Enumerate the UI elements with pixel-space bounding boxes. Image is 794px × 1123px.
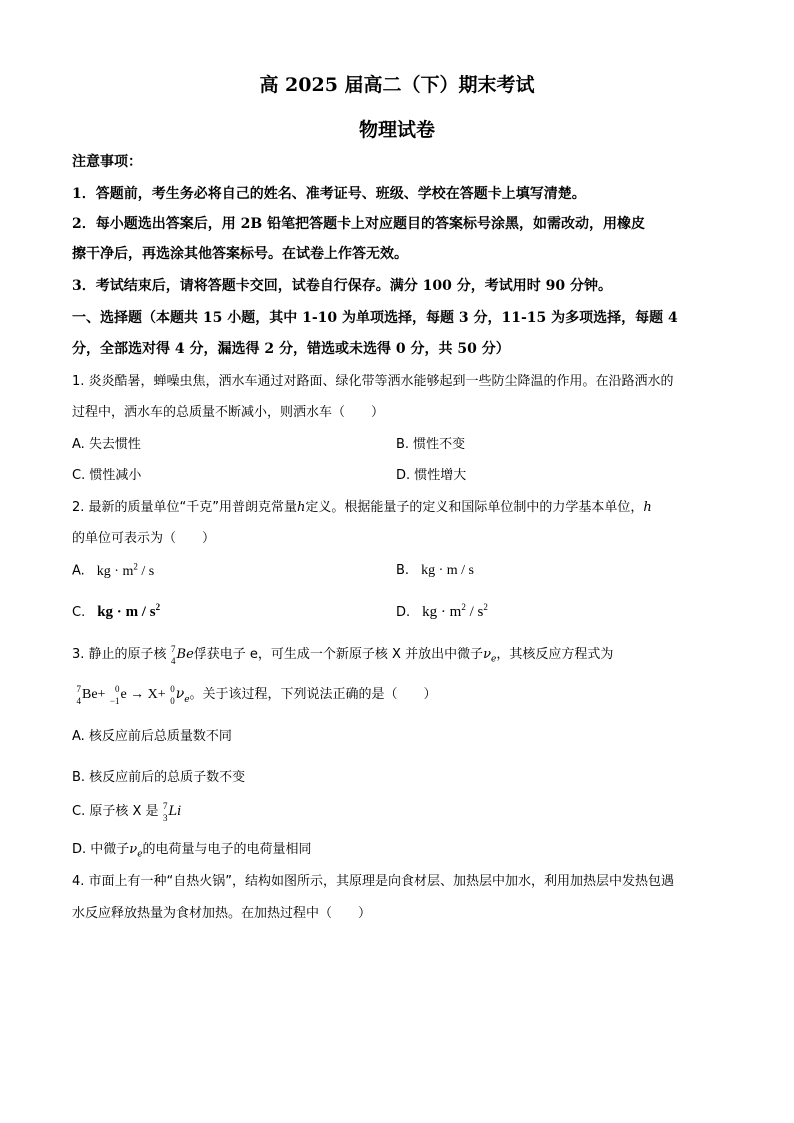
q3-neutrino: ν	[483, 647, 492, 662]
q3-eq-be-mass: 7	[76, 683, 81, 694]
q3-eq-nu-mass: 0	[170, 683, 175, 694]
q3-eq-e: e	[120, 687, 127, 702]
q3-eq-e-charge: −1	[109, 695, 120, 706]
q3-equation-line	[72, 683, 437, 706]
q3-d-pre: D. 中微子	[72, 842, 130, 857]
q2-option-b	[396, 561, 474, 579]
q2-d-exp: 2	[461, 602, 466, 612]
q2-option-c-unit	[97, 604, 160, 620]
q3-eq-be-nuclide	[72, 684, 81, 706]
note-item-1: 1．答题前，考生务必将自己的姓名、准考证号、班级、学校在答题卡上填写清楚。	[72, 186, 586, 202]
q3-eq-tail: 。关于该过程，下列说法正确的是（ ）	[189, 687, 437, 702]
q3-eq-arrow: → X+	[126, 687, 166, 702]
q2-stem	[72, 496, 652, 515]
q3-be-mass: 7	[171, 643, 176, 654]
q3-eq-nu-nuclide	[166, 684, 175, 706]
q2-a-base: kg · m	[96, 563, 134, 579]
q2-option-c	[72, 602, 160, 621]
q3-li-nuclide	[159, 801, 168, 823]
q3-d-nu: ν	[129, 842, 138, 857]
notes-heading: 注意事项：	[72, 154, 142, 170]
q2-stem-cont: 的单位可表示为（ ）	[72, 531, 216, 546]
q2-option-d	[396, 602, 488, 621]
q2-option-b-unit: kg · m / s	[421, 563, 474, 578]
q2-option-b-label: B.	[396, 563, 410, 578]
q3-option-b: B. 核反应前后的总质子数不变	[72, 770, 246, 785]
q3-d-post: 的电荷量与电子的电荷量相同	[142, 842, 312, 857]
q3-c-pre: C. 原子核 X 是	[72, 804, 159, 819]
section-1-heading-cont: 分，全部选对得 4 分，漏选得 2 分，错选或未选得 0 分，共 50 分）	[72, 341, 510, 357]
q3-tail: ，其核反应方程式为	[496, 647, 614, 662]
q3-be-charge: 4	[171, 655, 176, 666]
q3-be-symbol: Be	[176, 647, 194, 662]
subject-title: 物理试卷	[358, 119, 435, 141]
q3-li-charge: 3	[163, 812, 168, 823]
q1-option-d: D. 惯性增大	[396, 468, 467, 483]
q2-var-h-end: h	[643, 500, 652, 515]
q3-eq-nu-sub: e	[184, 694, 190, 705]
q3-eq-nu: ν	[175, 686, 185, 702]
q3-equation	[72, 683, 190, 706]
q1-option-a: A. 失去惯性	[72, 437, 141, 452]
note-item-2-cont: 擦干净后，再选涂其他答案标号。在试卷上作答无效。	[72, 246, 408, 262]
q2-option-a	[72, 561, 154, 580]
q3-neutrino-sub: e	[491, 654, 497, 665]
q3-be-nuclide	[167, 644, 176, 666]
q2-a-tail: / s	[137, 563, 155, 579]
q2-d-base: kg · m	[422, 604, 462, 620]
q3-eq-be: Be+	[82, 687, 106, 702]
q2-option-c-label: C.	[72, 605, 86, 620]
q3-li-mass: 7	[163, 800, 168, 811]
q2-a-exp: 2	[133, 561, 138, 571]
q1-option-b: B. 惯性不变	[396, 437, 466, 452]
note-item-2: 2．每小题选出答案后，用 2B 铅笔把答题卡上对应题目的答案标号涂黑，如需改动，用橡皮	[72, 216, 646, 232]
q1-stem: 1. 炎炎酷暑，蝉噪虫焦，洒水车通过对路面、绿化带等洒水能够起到一些防尘降温的作用。在沿路洒水的	[72, 374, 674, 389]
q2-d-mid: / s	[465, 604, 484, 620]
q3-eq-nu-charge: 0	[170, 695, 175, 706]
q2-d-exp2: 2	[483, 602, 488, 612]
q3-prefix: 3. 静止的原子核	[72, 647, 167, 662]
q2-c-exp: 2	[155, 602, 161, 612]
q1-option-c: C. 惯性减小	[72, 468, 142, 483]
q3-stem	[72, 643, 613, 666]
section-1-heading: 一、选择题（本题共 15 小题，其中 1-10 为单项选择，每题 3 分，11-15 为多项选择，每题 4	[72, 310, 678, 326]
q3-eq-e-mass: 0	[114, 683, 120, 694]
q1-stem-cont: 过程中，洒水车的总质量不断减小，则洒水车（ ）	[72, 405, 385, 420]
q4-stem: 4. 市面上有一种“自热火锅”，结构如图所示，其原理是向食材层、加热层中加水，利用加热层中发热包遇	[72, 874, 675, 889]
q2-stem-pre: 2. 最新的质量单位“千克”用普朗克常量	[72, 500, 298, 515]
q2-var-h: h	[297, 500, 306, 515]
q3-capture-text: 俘获电子 e，可生成一个新原子核 X 并放出中微子	[193, 647, 484, 662]
q3-eq-e-nuclide	[105, 684, 119, 706]
q3-eq-be-charge: 4	[76, 695, 81, 706]
q2-option-d-label: D.	[396, 605, 411, 620]
q2-option-d-unit	[422, 604, 488, 620]
note-item-3: 3．考试结束后，请将答题卡交回，试卷自行保存。满分 100 分，考试用时 90 分钟。	[72, 278, 612, 294]
q3-li-symbol: Li	[168, 804, 182, 819]
q4-stem-cont: 水反应释放热量为食材加热。在加热过程中（ ）	[72, 906, 372, 921]
q2-stem-post: 定义。根据能量子的定义和国际单位制中的力学基本单位，	[305, 500, 644, 515]
q3-option-c	[72, 800, 181, 823]
q2-option-a-unit	[96, 561, 155, 579]
q2-c-base: kg · m / s	[97, 604, 156, 620]
q3-option-a: A. 核反应前后总质量数不同	[72, 729, 232, 744]
q3-option-d	[72, 838, 312, 860]
q2-option-a-label: A.	[72, 563, 85, 579]
exam-title: 高 2025 届高二（下）期末考试	[259, 74, 535, 96]
q3-d-nu-sub: e	[137, 849, 143, 860]
